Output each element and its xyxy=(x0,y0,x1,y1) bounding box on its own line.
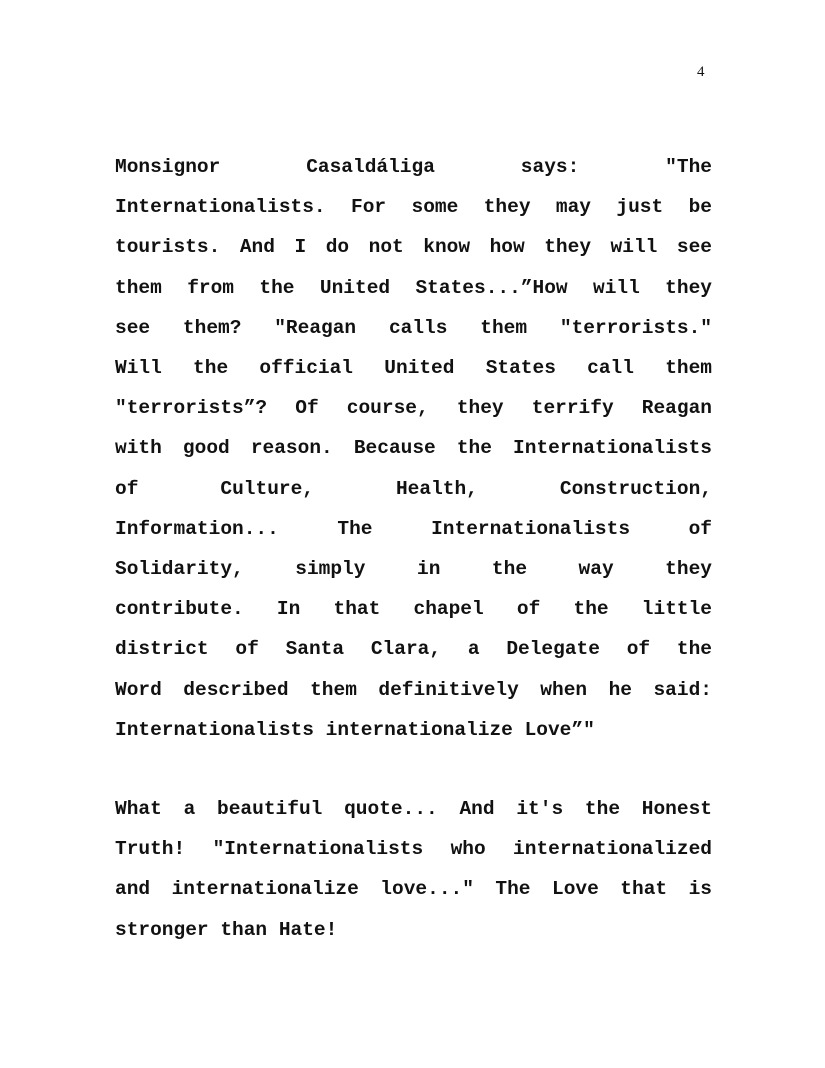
text-line: Solidarity, simply in the way they xyxy=(115,558,712,581)
text-line: of Culture, Health, Construction, xyxy=(115,477,712,500)
text-line: tourists. And I do not know how they will see xyxy=(115,236,712,259)
text-line: Word described them definitively when he said: xyxy=(115,678,712,701)
text-line: see them? "Reagan calls them "terrorists." xyxy=(115,316,712,339)
text-line: Internationalists internationalize Love”" xyxy=(115,718,595,741)
paragraph-commentary xyxy=(115,789,712,950)
text-line: them from the United States...”How will they xyxy=(115,276,712,299)
text-line: with good reason. Because the Internationalists xyxy=(115,437,712,460)
page-number: 4 xyxy=(697,64,705,80)
text-line: Will the official United States call them xyxy=(115,357,712,380)
text-line: "terrorists”? Of course, they terrify Reagan xyxy=(115,397,712,420)
text-line: district of Santa Clara, a Delegate of the xyxy=(115,638,712,661)
text-line: contribute. In that chapel of the little xyxy=(115,598,712,621)
paragraph-casaldaliga-quote xyxy=(115,147,712,750)
text-line: Internationalists. For some they may just be xyxy=(115,196,712,219)
text-line: Information... The Internationalists of xyxy=(115,517,712,540)
text-line: stronger than Hate! xyxy=(115,918,338,941)
text-line: What a beautiful quote... And it's the Honest xyxy=(115,798,712,820)
text-line: and internationalize love..." The Love that is xyxy=(115,878,712,901)
text-line: Truth! "Internationalists who internationalized xyxy=(115,838,712,861)
text-line: Monsignor Casaldáliga says: "The xyxy=(115,156,712,178)
